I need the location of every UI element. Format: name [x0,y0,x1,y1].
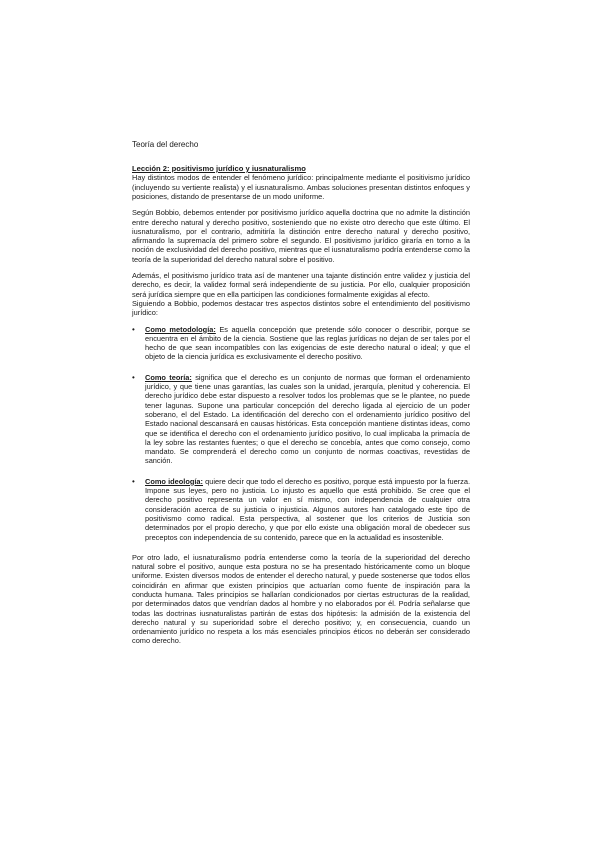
lesson-heading: Lección 2: positivismo jurídico y iusnaturalismo [132,164,306,173]
aspect-text: quiere decir que todo el derecho es positivo, porque está impuesto por la fuerza. Impone sus leyes, pero no justicia. Lo injusto es aquello que está prohibido. Se cree que el derecho positivo representa un valor en sí mismo, con independencia de cualquier otra consideración acerca de su justicia o injusticia. Algunos autores han catalogado este tipo de positivismo como radical. Esta perspectiva, al sostener que los criterios de Justicia son determinados por el propio derecho, y que por ello existe una obligación moral de obedecer sus preceptos con independencia de su contenido, parece que en la actualidad es insostenible. [145,476,470,542]
bullet-icon: • [132,324,135,334]
intro-paragraph-3: Además, el positivismo jurídico trata así de mantener una tajante distinción entre validez y justicia del derecho, es decir, la validez formal será independiente de su justicia. Por ello, cualquier proposición será jurídica siempre que en ella participen las condiciones formalmente exigidas al efecto. [132,271,470,299]
aspect-text: significa que el derecho es un conjunto de normas que forman el ordenamiento jurídico, y que tiene unas garantías, las cuales son la unidad, jerarquía, plenitud y coherencia. El derecho jurídico debe estar dispuesto a resolver todos los problemas que se le plantee, no puede tener lagunas. Supone una particular concepción del derecho ligada al ejercicio de un poder soberano, el del Estado. La identificación del derecho con el ordenamiento jurídico positivo del Estado nacional descansará en causas históricas. Esta concepción mantiene distintas ideas, como que se identifica el derecho con el ordenamiento jurídico positivo, lo cual implicaba la primacía de la ley sobre las restantes fuentes; o que el derecho se concebía, antes que como consejo, como mandato. Se comprenderá el derecho como un conjunto de normas coactivas, revestidas de sanción. [145,372,470,466]
intro-paragraph-4: Siguiendo a Bobbio, podemos destacar tres aspectos distintos sobre el entendimiento del positivismo jurídico: [132,298,470,318]
aspects-list [132,325,470,542]
bullet-icon: • [132,372,135,382]
aspect-methodology [132,325,470,362]
closing-paragraph: Por otro lado, el iusnaturalismo podría entenderse como la teoría de la superioridad del derecho natural sobre el positivo, aunque esta postura no se ha presentado históricamente como un bloque uniforme. Existen diversos modos de entender el derecho natural, y puede sostenerse que todos ellos coincidirán en afirmar que existen principios que actuarían como fuente de inspiración para la conducta humana. Tales principios se hallarían condicionados por ciertas estructuras de la realidad, por determinados datos que vendrían dados al hombre y no elaborados por él. Podría señalarse que todas las doctrinas iusnaturalistas partirán de estas dos hipótesis: la admisión de la existencia del derecho natural y su superioridad sobre el derecho positivo; y, en consecuencia, cuando un ordenamiento jurídico no respeta a los más esenciales principios éticos no deberán ser considerado como derecho. [132,552,470,646]
document-page [132,140,470,653]
bullet-icon: • [132,476,135,486]
aspect-term: Como teoría: [145,372,192,382]
aspect-ideology [132,477,470,542]
document-title: Teoría del derecho [132,140,199,149]
intro-paragraph-2: Según Bobbio, debemos entender por positivismo jurídico aquella doctrina que no admite la distinción entre derecho natural y derecho positivo, sosteniendo que no existe otro derecho que este último. El iusnaturalismo, por el contrario, admitiría la distinción entre derecho natural y derecho positivo, afirmando la supremacía del primero sobre el segundo. El positivismo jurídico giraría en torno a la noción de exclusividad del derecho positivo, mientras que el iusnaturalismo podría entenderse como la teoría de la superioridad del derecho natural sobre el positivo. [132,208,470,264]
aspect-theory [132,373,470,466]
aspect-term: Como metodología: [145,324,216,334]
intro-paragraph-1: Hay distintos modos de entender el fenómeno jurídico: principalmente mediante el positivismo jurídico (incluyendo su vertiente realista) y el iusnaturalismo. Ambas soluciones presentan distintos enfoques y posiciones, distando de presentarse de un modo uniforme. [132,173,470,201]
aspect-text: Es aquella concepción que pretende sólo conocer o describir, porque se encuentra en el ámbito de la ciencia. Sostiene que las reglas jurídicas no dejan de ser tales por el hecho de que sean incompatibles con las exigencias de este derecho natural o ideal; y que el objeto de la ciencia jurídica es exclusivamente el derecho positivo. [145,324,470,362]
aspect-term: Como ideología: [145,476,204,486]
